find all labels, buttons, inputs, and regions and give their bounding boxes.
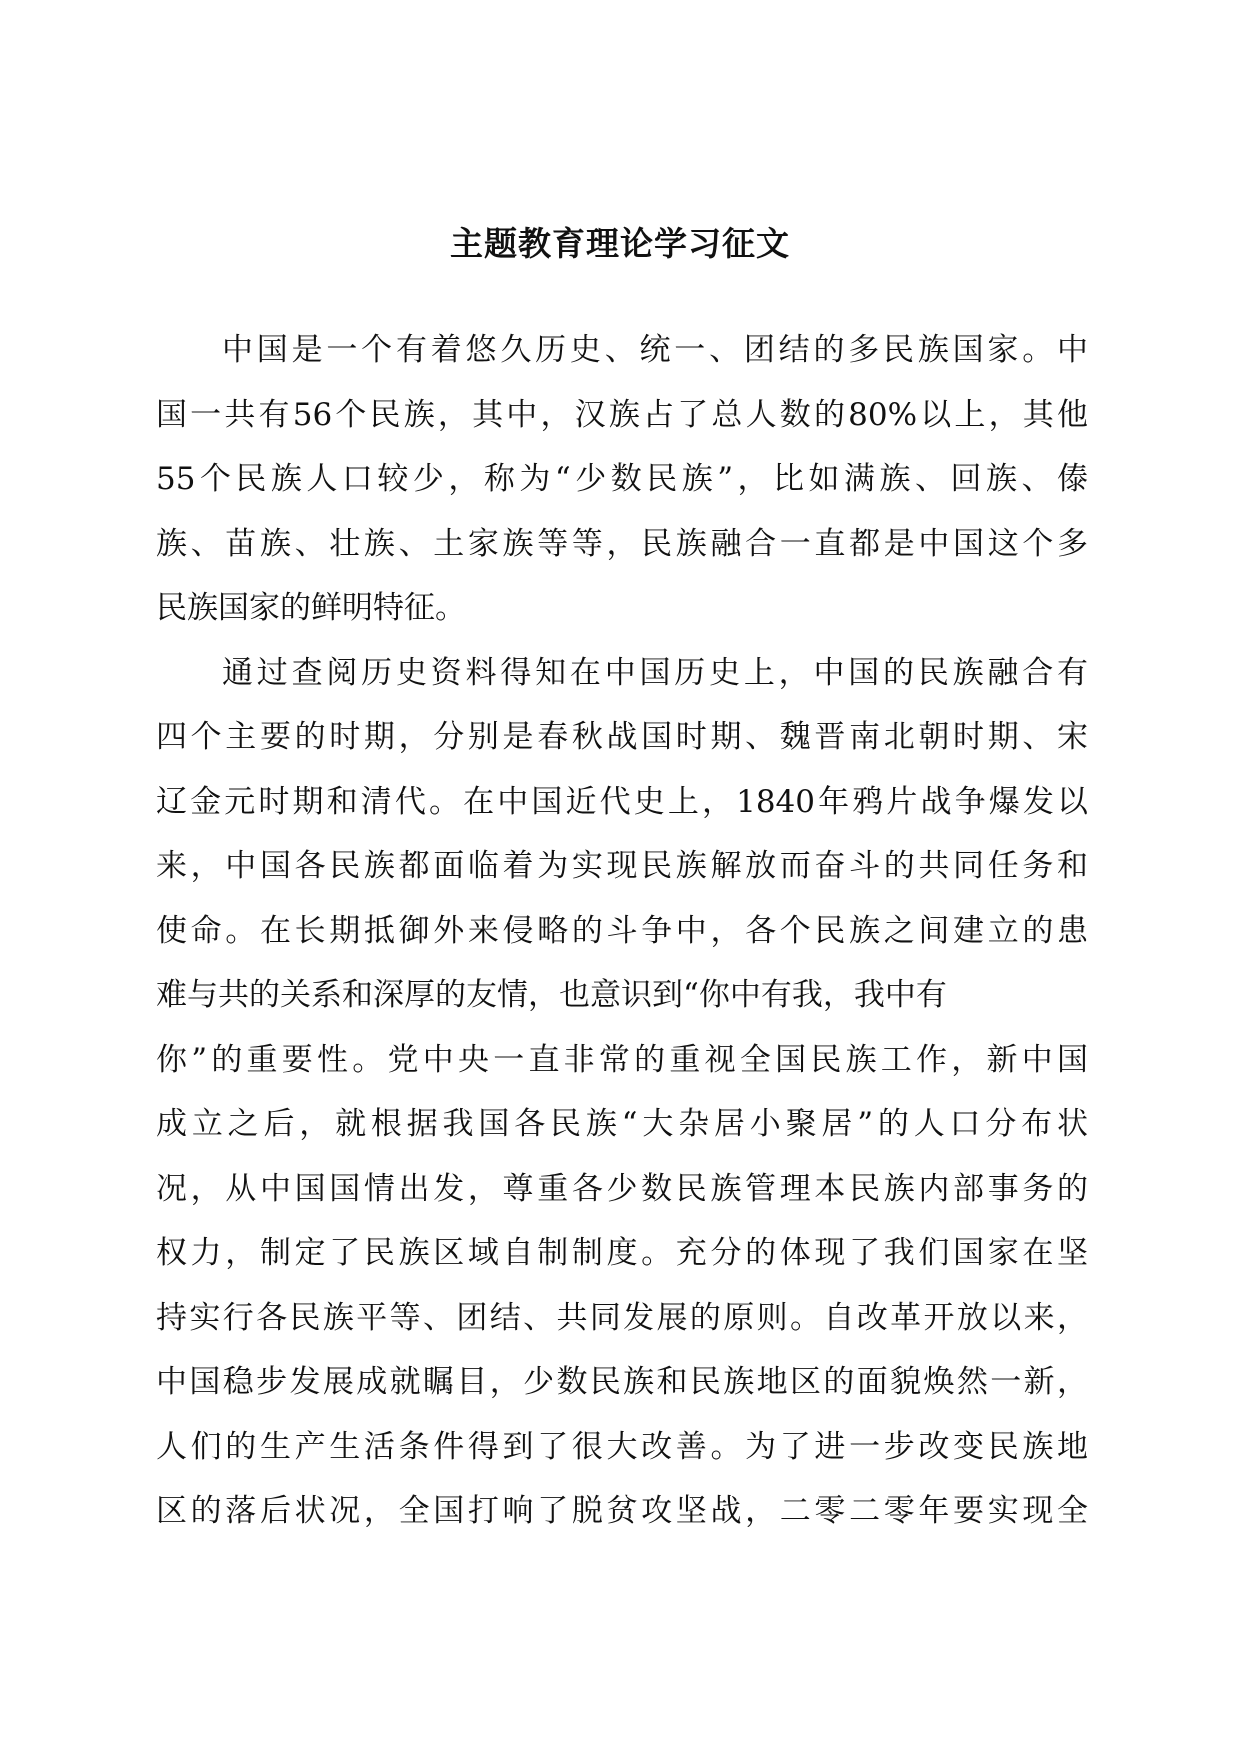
paragraph-2-line: 持实行各民族平等、团结、共同发展的原则。自改革开放以来，	[156, 1299, 1088, 1336]
document-body	[156, 318, 1088, 1544]
paragraph-1-line: 族、苗族、壮族、土家族等等，民族融合一直都是中国这个多	[156, 525, 1088, 562]
paragraph-2-line: 况，从中国国情出发，尊重各少数民族管理本民族内部事务的	[156, 1170, 1088, 1207]
paragraph-1-line: 国一共有56个民族，其中，汉族占了总人数的80%以上，其他	[156, 396, 1088, 433]
paragraph-2-line: 成立之后，就根据我国各民族“大杂居小聚居”的人口分布状	[156, 1106, 1088, 1142]
paragraph-2-line: 难与共的关系和深厚的友情，也意识到“你中有我，我中有	[156, 977, 947, 1013]
paragraph-2-line: 人们的生产生活条件得到了很大改善。为了进一步改变民族地	[156, 1428, 1088, 1465]
paragraph-2-line: 你”的重要性。党中央一直非常的重视全国民族工作，新中国	[156, 1041, 1088, 1078]
paragraph-2-line: 来，中国各民族都面临着为实现民族解放而奋斗的共同任务和	[156, 848, 1088, 884]
paragraph-2-line: 区的落后状况，全国打响了脱贫攻坚战，二零二零年要实现全	[156, 1493, 1088, 1529]
paragraph-1-line: 中国是一个有着悠久历史、统一、团结的多民族国家。中	[222, 332, 1088, 368]
paragraph-2-line: 权力，制定了民族区域自制制度。充分的体现了我们国家在坚	[156, 1235, 1088, 1271]
paragraph-2-line: 四个主要的时期，分别是春秋战国时期、魏晋南北朝时期、宋	[156, 719, 1088, 755]
paragraph-2-line: 中国稳步发展成就瞩目，少数民族和民族地区的面貌焕然一新，	[156, 1364, 1088, 1400]
document-title: 主题教育理论学习征文	[450, 224, 790, 263]
paragraph-2-line: 辽金元时期和清代。在中国近代史上，1840年鸦片战争爆发以	[156, 783, 1088, 820]
paragraph-2-line: 通过查阅历史资料得知在中国历史上，中国的民族融合有	[222, 654, 1088, 691]
paragraph-1-line: 民族国家的鲜明特征。	[156, 590, 466, 626]
paragraph-1-line: 55个民族人口较少，称为“少数民族”，比如满族、回族、傣	[156, 461, 1088, 497]
paragraph-2-line: 使命。在长期抵御外来侵略的斗争中，各个民族之间建立的患	[156, 912, 1088, 949]
